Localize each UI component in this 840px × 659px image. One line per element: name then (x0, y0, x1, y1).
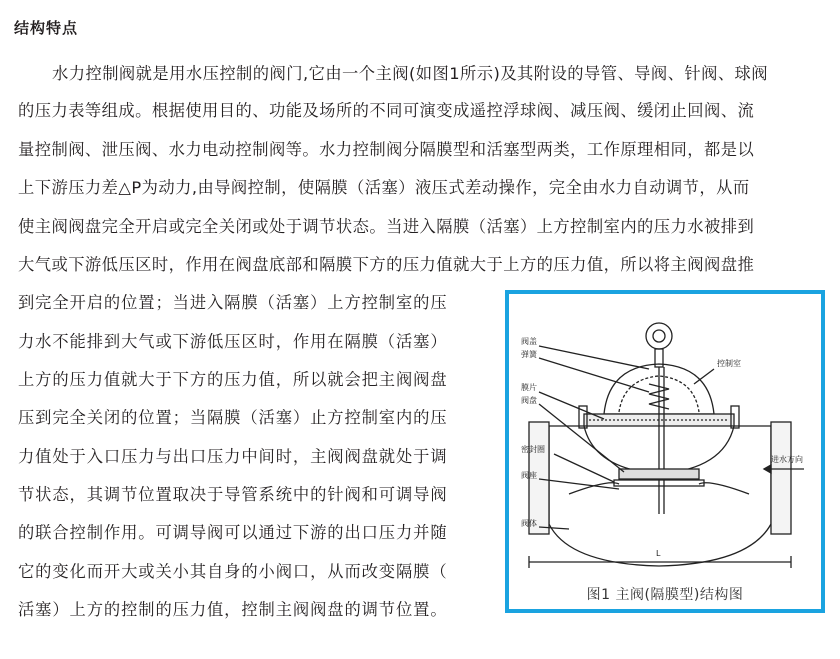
label-control-chamber: 控制室 (717, 359, 741, 368)
section-heading: 结构特点 (14, 19, 79, 37)
paragraph-line-5: 使主阀阀盘完全开启或完全关闭或处于调节状态。当进入隔膜（活塞）上方控制室内的压力水被排到 (18, 217, 755, 236)
paragraph-line-8: 力水不能排到大气或下游低压区时，作用在隔膜（活塞） (18, 332, 448, 351)
paragraph-line-12: 节状态，其调节位置取决于导管系统中的针阀和可调导阀 (18, 485, 448, 504)
figure-frame (505, 290, 825, 613)
lifting-ring (646, 323, 672, 349)
paragraph-line-2: 的压力表等组成。根据使用目的、功能及场所的不同可演变成遥控浮球阀、减压阀、缓闭止回阀、流 (18, 101, 755, 120)
paragraph-line-3: 量控制阀、泄压阀、水力电动控制阀等。水力控制阀分隔膜型和活塞型两类，工作原理相同，都是以 (18, 140, 755, 159)
paragraph-line-4: 上下游压力差△P为动力,由导阀控制，使隔膜（活塞）液压式差动操作，完全由水力自动调节，从而 (18, 178, 750, 197)
valve-body (549, 426, 771, 566)
figure-caption: 图1 主阀(隔膜型)结构图 (586, 587, 744, 603)
label-body: 阀体 (521, 519, 537, 528)
label-diaphragm: 膜片 (521, 383, 537, 392)
label-length: L (656, 549, 661, 558)
paragraph-line-10: 压到完全关闭的位置；当隔膜（活塞）止方控制室内的压 (18, 408, 448, 427)
paragraph-line-15: 活塞）上方的控制的压力值，控制主阀阀盘的调节位置。 (18, 600, 448, 619)
paragraph-line-6: 大气或下游低压区时，作用在阀盘底部和隔膜下方的压力值就大于上方的压力值，所以将主阀阀盘推 (18, 255, 755, 274)
label-disc: 阀盘 (521, 396, 537, 405)
paragraph-line-14: 它的变化而开大或关小其自身的小阀口，从而改变隔膜（ (18, 562, 448, 581)
label-bonnet: 阀盖 (521, 337, 537, 346)
paragraph-line-1: 水力控制阀就是用水压控制的阀门,它由一个主阀(如图1所示)及其附设的导管、导阀、针阀、球阀 (52, 64, 769, 83)
label-seat: 阀座 (521, 471, 537, 480)
label-seal-ring: 密封圈 (521, 445, 545, 454)
paragraph-line-11: 力值处于入口压力与出口压力中间时，主阀阀盘就处于调 (18, 447, 448, 466)
paragraph-line-7: 到完全开启的位置；当进入隔膜（活塞）上方控制室的压 (18, 293, 448, 312)
label-spring: 弹簧 (521, 350, 537, 359)
paragraph-line-13: 的联合控制作用。可调导阀可以通过下游的出口压力并随 (18, 523, 448, 542)
label-flow-direction: 进水方向 (771, 455, 803, 464)
paragraph-line-9: 上方的压力值就大于下方的压力值，所以就会把主阀阀盘 (18, 370, 448, 389)
valve-diagram (509, 294, 821, 576)
valve-disc (619, 469, 699, 479)
